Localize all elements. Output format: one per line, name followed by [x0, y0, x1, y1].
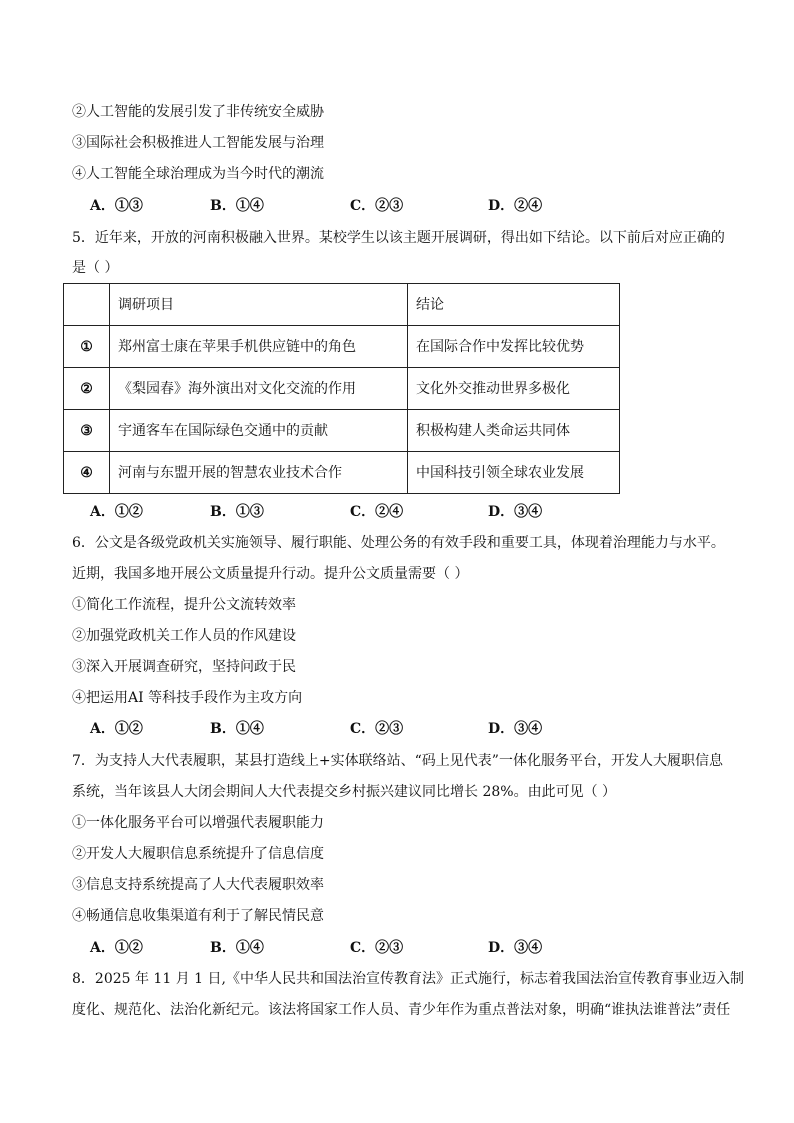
q6-statement-2: ②加强党政机关工作人员的作风建设	[72, 628, 296, 644]
table-cell-item: 河南与东盟开展的智慧农业技术合作	[110, 452, 408, 494]
table-header-cell: 调研项目	[110, 284, 408, 326]
q4-option-b[interactable]: B．①④	[210, 198, 264, 214]
q5-option-b[interactable]: B．①③	[210, 504, 264, 520]
table-cell-num: ④	[64, 452, 110, 494]
table-header-cell: 结论	[408, 284, 620, 326]
q7-statement-3: ③信息支持系统提高了人大代表履职效率	[72, 877, 324, 893]
q4-statement-3: ③国际社会积极推进人工智能发展与治理	[72, 135, 324, 151]
q5-survey-table	[63, 283, 620, 494]
q6-option-c[interactable]: C．②③	[350, 721, 404, 737]
q7-option-d[interactable]: D．③④	[488, 940, 543, 956]
q7-stem-line-1: 7．为支持人大代表履职，某县打造线上+实体联络站、“码上见代表”一体化服务平台，开发人大履职信息	[72, 753, 723, 769]
table-row	[64, 368, 620, 410]
table-cell-item: 宇通客车在国际绿色交通中的贡献	[110, 410, 408, 452]
q5-option-c[interactable]: C．②④	[350, 504, 404, 520]
table-cell-item: 郑州富士康在苹果手机供应链中的角色	[110, 326, 408, 368]
q6-stem-line-2: 近期，我国多地开展公文质量提升行动。提升公文质量需要（ ）	[72, 566, 469, 582]
q7-statement-4: ④畅通信息收集渠道有利于了解民情民意	[72, 908, 324, 924]
q7-option-a[interactable]: A．①②	[90, 940, 143, 956]
q8-stem-line-2: 度化、规范化、法治化新纪元。该法将国家工作人员、青少年作为重点普法对象，明确“谁执法谁普法”责任	[72, 1002, 731, 1018]
q7-statement-1: ①一体化服务平台可以增强代表履职能力	[72, 815, 324, 831]
q7-statement-2: ②开发人大履职信息系统提升了信息信度	[72, 846, 324, 862]
q8-stem-line-1: 8．2025 年 11 月 1 日,《中华人民共和国法治宣传教育法》正式施行，标志着我国法治宣传教育事业迈入制	[72, 971, 744, 987]
table-cell-conclusion: 在国际合作中发挥比较优势	[408, 326, 620, 368]
table-cell-item: 《梨园春》海外演出对文化交流的作用	[110, 368, 408, 410]
q5-option-a[interactable]: A．①②	[90, 504, 143, 520]
q6-option-b[interactable]: B．①④	[210, 721, 264, 737]
table-cell-conclusion: 文化外交推动世界多极化	[408, 368, 620, 410]
table-cell-conclusion: 中国科技引领全球农业发展	[408, 452, 620, 494]
q4-option-a[interactable]: A．①③	[90, 198, 143, 214]
q7-stem-line-2: 系统，当年该县人大闭会期间人大代表提交乡村振兴建议同比增长 28%。由此可见（ ）	[72, 784, 617, 800]
q6-option-d[interactable]: D．③④	[488, 721, 543, 737]
q5-stem-line-2: 是（ ）	[72, 260, 119, 276]
table-row	[64, 410, 620, 452]
q7-option-c[interactable]: C．②③	[350, 940, 404, 956]
q5-option-d[interactable]: D．③④	[488, 504, 543, 520]
q6-statement-4: ④把运用AI 等科技手段作为主攻方向	[72, 690, 303, 706]
q5-stem-line-1: 5．近年来，开放的河南积极融入世界。某校学生以该主题开展调研，得出如下结论。以下前后对应正确的	[72, 230, 725, 246]
q6-statement-3: ③深入开展调查研究，坚持问政于民	[72, 659, 296, 675]
table-header-row	[64, 284, 620, 326]
table-cell-num: ①	[64, 326, 110, 368]
table-row	[64, 452, 620, 494]
q6-stem-line-1: 6．公文是各级党政机关实施领导、履行职能、处理公务的有效手段和重要工具，体现着治理能力与水平。	[72, 535, 725, 551]
table-cell-num: ②	[64, 368, 110, 410]
table-header-cell	[64, 284, 110, 326]
table-cell-conclusion: 积极构建人类命运共同体	[408, 410, 620, 452]
q6-statement-1: ①简化工作流程，提升公文流转效率	[72, 597, 296, 613]
q4-statement-2: ②人工智能的发展引发了非传统安全威胁	[72, 104, 324, 120]
q7-option-b[interactable]: B．①④	[210, 940, 264, 956]
table-row	[64, 326, 620, 368]
table-cell-num: ③	[64, 410, 110, 452]
q6-option-a[interactable]: A．①②	[90, 721, 143, 737]
q4-option-d[interactable]: D．②④	[488, 198, 543, 214]
q4-option-c[interactable]: C．②③	[350, 198, 404, 214]
q4-statement-4: ④人工智能全球治理成为当今时代的潮流	[72, 166, 324, 182]
